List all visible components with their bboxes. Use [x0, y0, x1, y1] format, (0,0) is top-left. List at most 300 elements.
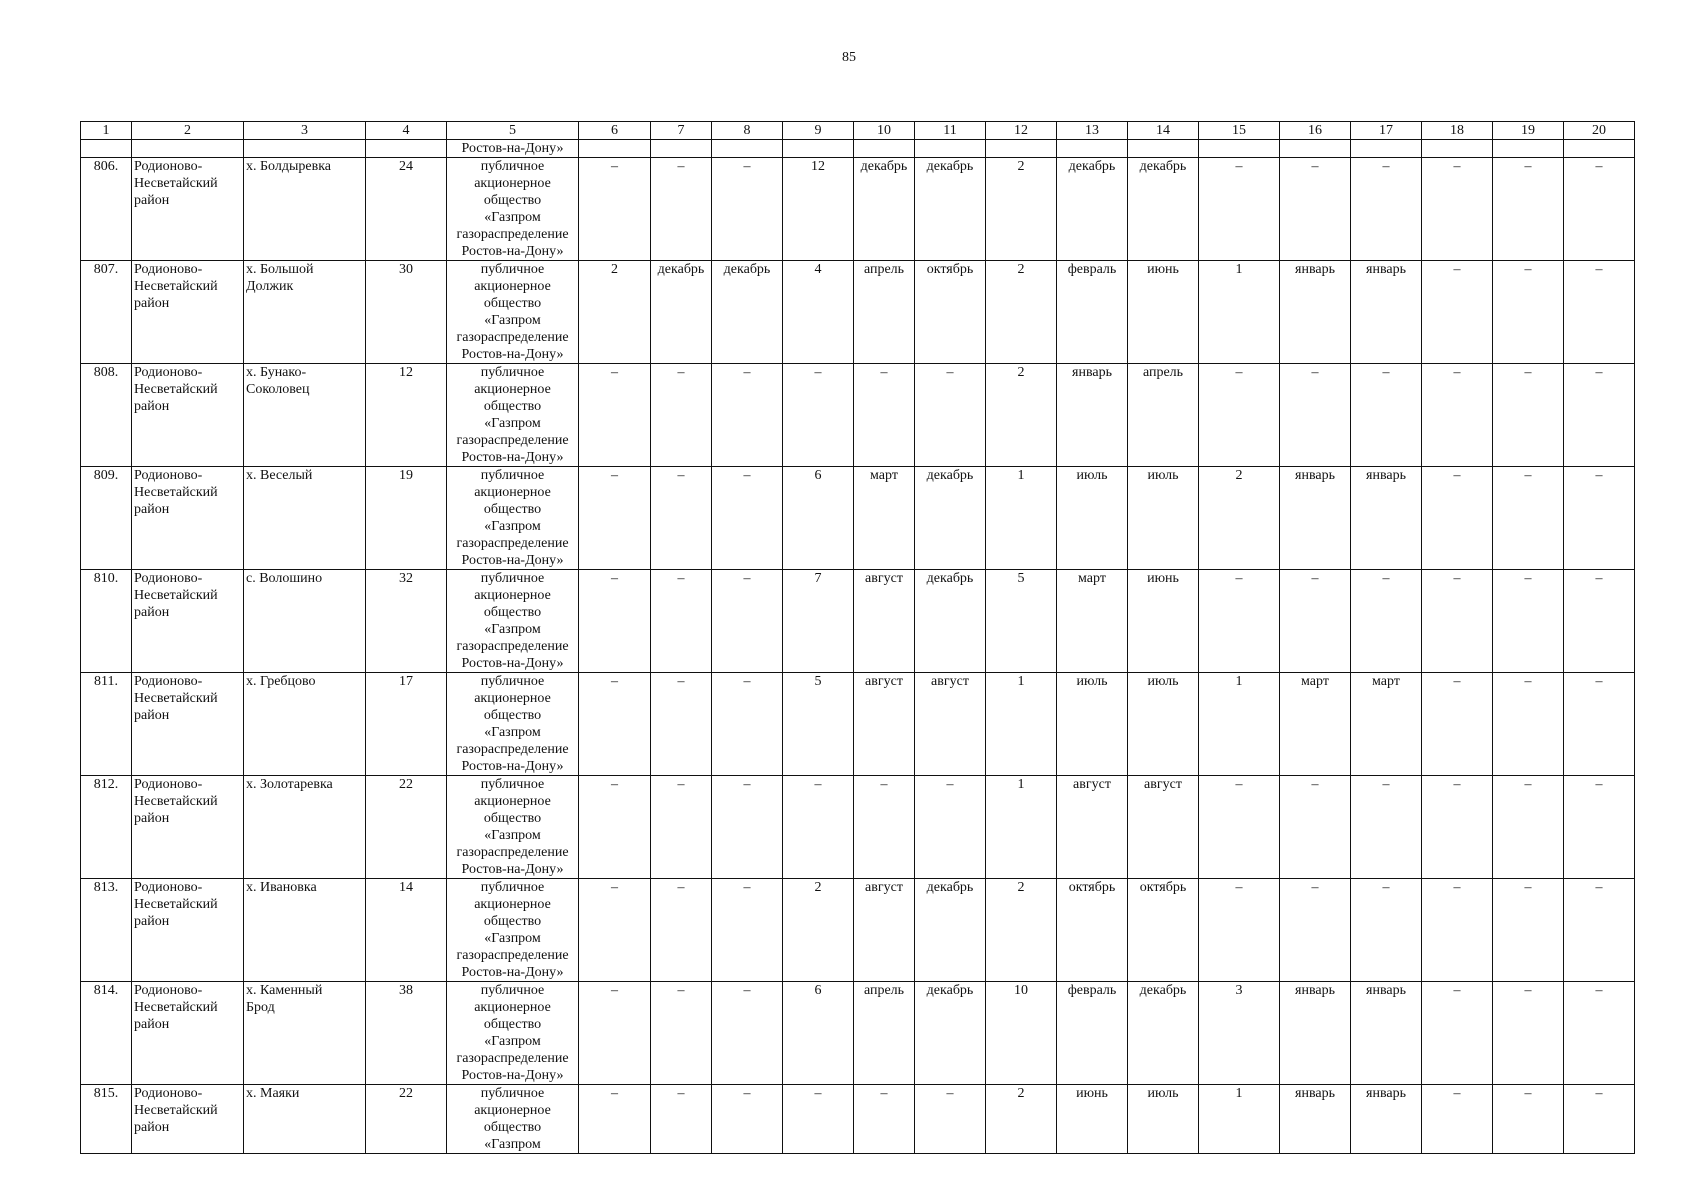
schedule-cell: декабрь [854, 158, 915, 261]
schedule-cell: – [1493, 364, 1564, 467]
column-number-cell: 6 [579, 122, 651, 140]
schedule-cell: январь [1280, 1085, 1351, 1154]
schedule-cell: – [651, 982, 712, 1085]
schedule-cell: 7 [783, 570, 854, 673]
schedule-cell: август [915, 673, 986, 776]
cell-line: «Газпром [484, 519, 541, 534]
schedule-cell: август [1128, 776, 1199, 879]
district-cell [132, 570, 244, 673]
schedule-cell: июнь [1128, 261, 1199, 364]
column-number-cell: 13 [1057, 122, 1128, 140]
schedule-cell: июнь [1057, 1085, 1128, 1154]
schedule-cell: – [579, 467, 651, 570]
schedule-cell: декабрь [712, 261, 783, 364]
schedule-cell: июнь [1128, 570, 1199, 673]
schedule-cell: – [1493, 673, 1564, 776]
empty-cell [651, 140, 712, 158]
schedule-cell: 2 [783, 879, 854, 982]
cell-line: Несветайский [134, 485, 218, 500]
column-number-cell: 14 [1128, 122, 1199, 140]
cell-line: х. Болдыревка [246, 159, 331, 174]
empty-cell [1564, 140, 1635, 158]
organization-cell [447, 673, 579, 776]
schedule-cell: 4 [783, 261, 854, 364]
schedule-cell: – [579, 673, 651, 776]
cell-line: Брод [246, 1000, 275, 1015]
cell-line: Несветайский [134, 588, 218, 603]
schedule-cell: – [1280, 879, 1351, 982]
schedule-cell: – [579, 158, 651, 261]
cell-line: акционерное [474, 588, 551, 603]
schedule-cell: – [1564, 467, 1635, 570]
schedule-cell: – [651, 158, 712, 261]
schedule-cell: – [1493, 982, 1564, 1085]
cell-line: «Газпром [484, 725, 541, 740]
schedule-cell: март [1280, 673, 1351, 776]
district-cell [132, 673, 244, 776]
district-cell [132, 467, 244, 570]
table-row [81, 261, 1635, 364]
object-count-cell: 19 [366, 467, 447, 570]
locality-cell [244, 261, 366, 364]
cell-line: акционерное [474, 485, 551, 500]
cell-line: публичное [480, 159, 545, 174]
cell-line: район [134, 708, 170, 723]
page-number: 85 [842, 50, 856, 65]
schedule-cell: январь [1351, 1085, 1422, 1154]
column-number-cell: 15 [1199, 122, 1280, 140]
schedule-cell: 5 [986, 570, 1057, 673]
schedule-cell: – [712, 879, 783, 982]
schedule-cell: октябрь [1128, 879, 1199, 982]
schedule-cell: – [1493, 1085, 1564, 1154]
schedule-cell: – [1564, 1085, 1635, 1154]
locality-cell [244, 673, 366, 776]
district-cell [132, 982, 244, 1085]
column-number-cell: 17 [1351, 122, 1422, 140]
cell-line: Родионово- [134, 159, 203, 174]
cell-line: публичное [480, 983, 545, 998]
schedule-cell: январь [1280, 467, 1351, 570]
cell-line: общество [483, 708, 542, 723]
cell-line: х. Бунако- [246, 365, 307, 380]
column-number-cell: 18 [1422, 122, 1493, 140]
schedule-cell: август [854, 570, 915, 673]
schedule-cell: январь [1351, 467, 1422, 570]
district-cell [132, 879, 244, 982]
schedule-cell: август [854, 673, 915, 776]
schedule-cell: – [651, 467, 712, 570]
column-number-cell: 19 [1493, 122, 1564, 140]
row-number-cell: 808. [81, 364, 132, 467]
cell-line: общество [483, 605, 542, 620]
cell-line: район [134, 605, 170, 620]
locality-cell [244, 776, 366, 879]
cell-line: общество [483, 399, 542, 414]
schedule-cell: – [1351, 158, 1422, 261]
schedule-cell: – [1351, 364, 1422, 467]
object-count-cell: 14 [366, 879, 447, 982]
district-cell [132, 776, 244, 879]
cell-line: Родионово- [134, 468, 203, 483]
continuation-org-cell: Ростов-на-Дону» [447, 140, 579, 158]
schedule-cell: – [1199, 776, 1280, 879]
empty-cell [366, 140, 447, 158]
district-cell [132, 364, 244, 467]
schedule-cell: 1 [1199, 1085, 1280, 1154]
schedule-cell: 10 [986, 982, 1057, 1085]
row-number-cell: 814. [81, 982, 132, 1085]
schedule-cell: 2 [579, 261, 651, 364]
schedule-cell: февраль [1057, 261, 1128, 364]
organization-cell [447, 982, 579, 1085]
empty-cell [1422, 140, 1493, 158]
cell-line: Родионово- [134, 983, 203, 998]
cell-line: район [134, 811, 170, 826]
schedule-cell: – [915, 776, 986, 879]
schedule-cell: – [1564, 879, 1635, 982]
row-number-cell: 810. [81, 570, 132, 673]
cell-line: с. Волошино [246, 571, 323, 586]
cell-line: акционерное [474, 897, 551, 912]
locality-cell [244, 467, 366, 570]
organization-cell [447, 364, 579, 467]
schedule-cell: январь [1057, 364, 1128, 467]
column-number-row [81, 122, 1635, 140]
cell-line: «Газпром [484, 931, 541, 946]
cell-line: газораспределение [456, 948, 569, 963]
schedule-cell: – [1493, 261, 1564, 364]
schedule-cell: октябрь [1057, 879, 1128, 982]
schedule-cell: – [1199, 364, 1280, 467]
cell-line: х. Веселый [246, 468, 313, 483]
cell-line: Несветайский [134, 382, 218, 397]
schedule-cell: август [1057, 776, 1128, 879]
object-count-cell: 38 [366, 982, 447, 1085]
schedule-cell: – [1422, 776, 1493, 879]
schedule-cell: – [1422, 879, 1493, 982]
schedule-cell: – [1280, 364, 1351, 467]
schedule-cell: – [915, 1085, 986, 1154]
cell-line: район [134, 193, 170, 208]
locality-cell [244, 1085, 366, 1154]
schedule-cell: июль [1128, 467, 1199, 570]
cell-line: х. Маяки [246, 1086, 300, 1101]
empty-cell [1493, 140, 1564, 158]
cell-line: «Газпром [484, 210, 541, 225]
schedule-cell: октябрь [915, 261, 986, 364]
cell-line: общество [483, 296, 542, 311]
schedule-cell: – [712, 467, 783, 570]
schedule-cell: декабрь [915, 982, 986, 1085]
empty-cell [579, 140, 651, 158]
cell-line: общество [483, 1017, 542, 1032]
cell-line: Родионово- [134, 571, 203, 586]
object-count-cell: 24 [366, 158, 447, 261]
gasification-schedule-table [80, 121, 1635, 1154]
schedule-cell: – [712, 1085, 783, 1154]
cell-line: акционерное [474, 279, 551, 294]
schedule-cell: – [1422, 158, 1493, 261]
row-number-cell: 809. [81, 467, 132, 570]
organization-cell [447, 570, 579, 673]
object-count-cell: 17 [366, 673, 447, 776]
schedule-cell: – [1280, 776, 1351, 879]
cell-line: Родионово- [134, 880, 203, 895]
cell-line: общество [483, 914, 542, 929]
empty-cell [783, 140, 854, 158]
schedule-cell: – [1564, 158, 1635, 261]
column-number-cell: 1 [81, 122, 132, 140]
schedule-cell: – [1564, 776, 1635, 879]
schedule-cell: – [854, 776, 915, 879]
cell-line: «Газпром [484, 313, 541, 328]
schedule-cell: – [579, 982, 651, 1085]
district-cell [132, 158, 244, 261]
object-count-cell: 32 [366, 570, 447, 673]
schedule-cell: 2 [986, 879, 1057, 982]
schedule-cell: – [579, 776, 651, 879]
cell-line: х. Золотаревка [246, 777, 333, 792]
cell-line: акционерное [474, 1103, 551, 1118]
schedule-cell: февраль [1057, 982, 1128, 1085]
cell-line: район [134, 399, 170, 414]
table-row [81, 364, 1635, 467]
schedule-cell: – [651, 673, 712, 776]
cell-line: Несветайский [134, 1103, 218, 1118]
empty-cell [1199, 140, 1280, 158]
cell-line: общество [483, 193, 542, 208]
schedule-cell: 1 [1199, 261, 1280, 364]
locality-cell [244, 158, 366, 261]
column-number-cell: 12 [986, 122, 1057, 140]
cell-line: «Газпром [484, 622, 541, 637]
schedule-cell: – [712, 982, 783, 1085]
cell-line: Несветайский [134, 176, 218, 191]
schedule-cell: июль [1128, 1085, 1199, 1154]
cell-line: Ростов-на-Дону» [461, 347, 564, 362]
schedule-cell: 1 [1199, 673, 1280, 776]
schedule-cell: – [1493, 879, 1564, 982]
schedule-cell: март [1057, 570, 1128, 673]
table-row [81, 158, 1635, 261]
cell-line: газораспределение [456, 845, 569, 860]
cell-line: публичное [480, 365, 545, 380]
schedule-cell: январь [1351, 261, 1422, 364]
schedule-cell: – [712, 158, 783, 261]
column-number-cell: 2 [132, 122, 244, 140]
column-number-cell: 7 [651, 122, 712, 140]
schedule-cell: – [1493, 776, 1564, 879]
schedule-cell: 2 [986, 158, 1057, 261]
schedule-cell: – [1351, 776, 1422, 879]
cell-line: «Газпром [484, 1034, 541, 1049]
table-row [81, 879, 1635, 982]
cell-line: х. Гребцово [246, 674, 316, 689]
cell-line: Несветайский [134, 279, 218, 294]
schedule-cell: январь [1280, 261, 1351, 364]
cell-line: общество [483, 811, 542, 826]
cell-line: «Газпром [484, 828, 541, 843]
schedule-cell: март [1351, 673, 1422, 776]
schedule-cell: – [1199, 570, 1280, 673]
schedule-cell: апрель [854, 261, 915, 364]
schedule-cell: – [1422, 261, 1493, 364]
row-number-cell: 811. [81, 673, 132, 776]
organization-cell [447, 776, 579, 879]
schedule-cell: – [651, 570, 712, 673]
cell-line: Родионово- [134, 1086, 203, 1101]
cell-line: общество [483, 1120, 542, 1135]
cell-line: Ростов-на-Дону» [461, 553, 564, 568]
schedule-cell: 2 [986, 364, 1057, 467]
cell-line: Должик [246, 279, 294, 294]
cell-line: Несветайский [134, 794, 218, 809]
schedule-cell: июль [1128, 673, 1199, 776]
schedule-cell: декабрь [915, 570, 986, 673]
schedule-cell: – [1564, 982, 1635, 1085]
cell-line: Несветайский [134, 1000, 218, 1015]
column-number-cell: 11 [915, 122, 986, 140]
schedule-cell: 3 [1199, 982, 1280, 1085]
schedule-cell: – [854, 1085, 915, 1154]
locality-cell [244, 879, 366, 982]
schedule-cell: июль [1057, 467, 1128, 570]
cell-line: Несветайский [134, 691, 218, 706]
cell-line: акционерное [474, 794, 551, 809]
cell-line: х. Большой [246, 262, 314, 277]
schedule-cell: декабрь [1057, 158, 1128, 261]
column-number-cell: 10 [854, 122, 915, 140]
cell-line: Ростов-на-Дону» [461, 1068, 564, 1083]
cell-line: акционерное [474, 1000, 551, 1015]
organization-cell [447, 158, 579, 261]
schedule-cell: – [1280, 570, 1351, 673]
schedule-cell: июль [1057, 673, 1128, 776]
schedule-cell: – [1422, 467, 1493, 570]
schedule-cell: – [783, 364, 854, 467]
schedule-cell: декабрь [1128, 158, 1199, 261]
schedule-cell: – [1280, 158, 1351, 261]
schedule-cell: – [1493, 570, 1564, 673]
cell-line: газораспределение [456, 742, 569, 757]
cell-line: Родионово- [134, 674, 203, 689]
cell-line: публичное [480, 571, 545, 586]
object-count-cell: 30 [366, 261, 447, 364]
schedule-cell: – [1199, 158, 1280, 261]
table-row [81, 673, 1635, 776]
column-number-cell: 20 [1564, 122, 1635, 140]
cell-line: «Газпром [484, 416, 541, 431]
schedule-cell: – [1493, 158, 1564, 261]
cell-line: публичное [480, 468, 545, 483]
schedule-cell: – [1564, 261, 1635, 364]
schedule-cell: – [579, 1085, 651, 1154]
cell-line: район [134, 502, 170, 517]
schedule-cell: март [854, 467, 915, 570]
schedule-cell: апрель [854, 982, 915, 1085]
column-number-cell: 9 [783, 122, 854, 140]
organization-cell [447, 261, 579, 364]
cell-line: Ростов-на-Дону» [461, 244, 564, 259]
schedule-cell: 1 [986, 776, 1057, 879]
table-row [81, 467, 1635, 570]
locality-cell [244, 982, 366, 1085]
district-cell [132, 261, 244, 364]
cell-line: Родионово- [134, 262, 203, 277]
schedule-cell: 5 [783, 673, 854, 776]
row-number-cell: 815. [81, 1085, 132, 1154]
schedule-cell: – [579, 364, 651, 467]
organization-cell [447, 879, 579, 982]
schedule-cell: – [1493, 467, 1564, 570]
table-row [81, 570, 1635, 673]
schedule-cell: – [1564, 570, 1635, 673]
cell-line: газораспределение [456, 433, 569, 448]
schedule-cell: – [651, 1085, 712, 1154]
schedule-cell: 6 [783, 467, 854, 570]
schedule-cell: декабрь [915, 158, 986, 261]
organization-cell [447, 467, 579, 570]
schedule-cell: – [1422, 982, 1493, 1085]
cell-line: Несветайский [134, 897, 218, 912]
schedule-cell: декабрь [915, 879, 986, 982]
object-count-cell: 22 [366, 1085, 447, 1154]
cell-line: район [134, 296, 170, 311]
cell-line: газораспределение [456, 536, 569, 551]
cell-line: Соколовец [246, 382, 310, 397]
schedule-cell: – [915, 364, 986, 467]
schedule-cell: 2 [986, 261, 1057, 364]
schedule-cell: август [854, 879, 915, 982]
schedule-cell: – [1422, 673, 1493, 776]
cell-line: публичное [480, 262, 545, 277]
schedule-cell: – [579, 570, 651, 673]
schedule-cell: – [783, 1085, 854, 1154]
cell-line: публичное [480, 1086, 545, 1101]
schedule-cell: – [1199, 879, 1280, 982]
schedule-cell: – [712, 570, 783, 673]
table-row [81, 1085, 1635, 1154]
empty-cell [1351, 140, 1422, 158]
cell-line: акционерное [474, 382, 551, 397]
empty-cell [1280, 140, 1351, 158]
schedule-cell: декабрь [915, 467, 986, 570]
schedule-cell: – [1564, 673, 1635, 776]
schedule-cell: – [1422, 1085, 1493, 1154]
schedule-cell: январь [1280, 982, 1351, 1085]
empty-cell [1128, 140, 1199, 158]
schedule-cell: декабрь [1128, 982, 1199, 1085]
column-number-cell: 5 [447, 122, 579, 140]
row-number-cell: 807. [81, 261, 132, 364]
cell-line: газораспределение [456, 227, 569, 242]
empty-cell [915, 140, 986, 158]
organization-cell [447, 1085, 579, 1154]
object-count-cell: 12 [366, 364, 447, 467]
empty-cell [132, 140, 244, 158]
cell-line: публичное [480, 777, 545, 792]
schedule-cell: – [712, 364, 783, 467]
locality-cell [244, 364, 366, 467]
empty-cell [1057, 140, 1128, 158]
district-cell [132, 1085, 244, 1154]
schedule-cell: 1 [986, 673, 1057, 776]
schedule-cell: – [783, 776, 854, 879]
cell-line: Ростов-на-Дону» [461, 862, 564, 877]
cell-line: район [134, 1017, 170, 1032]
cell-line: публичное [480, 880, 545, 895]
